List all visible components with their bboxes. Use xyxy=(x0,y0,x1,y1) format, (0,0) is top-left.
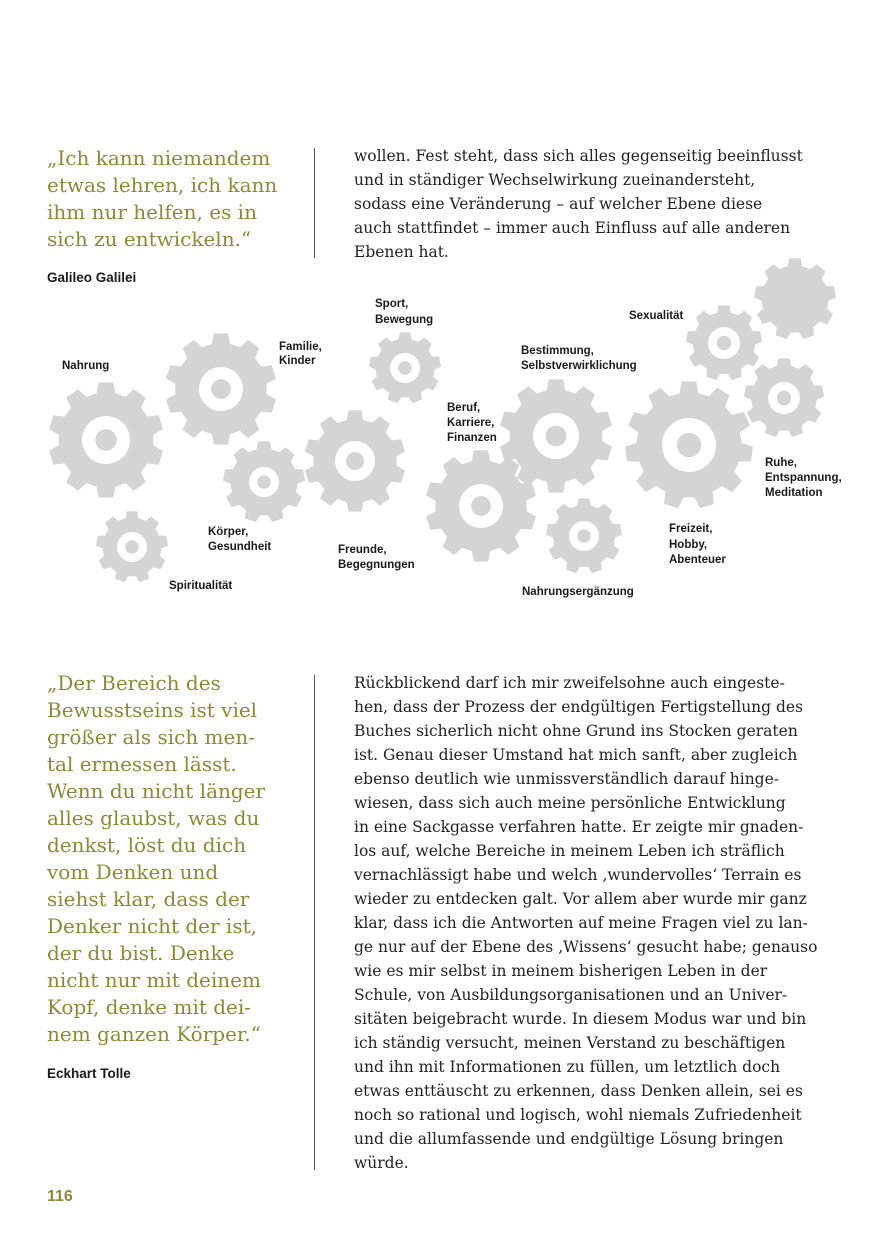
text-line: ich ständig versucht, meinen Verstand zu beschäftigen xyxy=(354,1034,786,1052)
quote-line: tal ermessen lässt. xyxy=(47,752,237,776)
gear-sexualitaet xyxy=(686,305,762,380)
text-line: sodass eine Veränderung – auf welcher Ebene diese xyxy=(354,195,763,213)
gear-familie xyxy=(166,333,276,444)
gear-hub xyxy=(257,475,271,489)
text-line: wiesen, dass sich auch meine persönliche Entwicklung xyxy=(354,794,786,812)
quote-galilei xyxy=(47,145,292,253)
quote-line: vom Denken und xyxy=(47,860,219,884)
gear-freizeit xyxy=(625,381,753,508)
text-line: Rückblickend darf ich mir zweifelsohne auch eingeste- xyxy=(354,674,785,692)
label-spiritualitaet: Spiritualität xyxy=(169,580,233,592)
label-beruf: Beruf, Karriere, Finanzen xyxy=(447,402,497,444)
quote-author-tolle: Eckhart Tolle xyxy=(47,1066,131,1081)
text-line: ge nur auf der Ebene des ‚Wissens‘ gesucht habe; genauso xyxy=(354,938,818,956)
text-line: würde. xyxy=(354,1154,409,1172)
text-line: ebenso deutlich wie unmissverständlich darauf hinge- xyxy=(354,770,780,788)
gear-beruf xyxy=(426,450,536,561)
gear-hub xyxy=(125,540,139,554)
quote-line: der du bist. Denke xyxy=(47,941,235,965)
gear-freunde xyxy=(305,410,405,511)
text-line: und in ständiger Wechselwirkung zueinandersteht, xyxy=(354,171,756,189)
gear-hub xyxy=(546,426,567,447)
life-areas-gear-diagram xyxy=(0,255,875,610)
gear-hub xyxy=(677,433,701,457)
quote-author-galilei: Galileo Galilei xyxy=(47,270,137,285)
gear-hub xyxy=(577,529,591,543)
label-sport: Sport, Bewegung xyxy=(375,298,434,326)
gear-hub xyxy=(471,496,491,516)
text-line: Buches sicherlich nicht ohne Grund ins Stocken geraten xyxy=(354,722,798,740)
gear-nahrung xyxy=(49,383,163,498)
quote-line: „Ich kann niemandem xyxy=(47,146,271,170)
quote-line: denkst, löst du dich xyxy=(47,833,247,857)
text-line: und die allumfassende und endgültige Lösung bringen xyxy=(354,1130,784,1148)
quote-line: siehst klar, dass der xyxy=(47,887,250,911)
gear-hub xyxy=(717,336,731,350)
text-line: in eine Sackgasse verfahren hatte. Er zeigte mir gnaden- xyxy=(354,818,804,836)
question-mark-icon: ? xyxy=(784,280,806,321)
gear-hub xyxy=(211,379,231,399)
quote-line: größer als sich men- xyxy=(47,725,255,749)
quote-line: „Der Bereich des xyxy=(47,671,221,695)
gear-spiritualitaet xyxy=(96,511,168,582)
label-sexualitaet: Sexualität xyxy=(629,310,684,322)
text-line: sitäten beigebracht wurde. In diesem Modus war und bin xyxy=(354,1010,807,1028)
label-nahrungsergaenzung: Nahrungsergänzung xyxy=(522,586,634,598)
text-line: hen, dass der Prozess der endgültigen Fertigstellung des xyxy=(354,698,804,716)
quote-line: alles glaubst, was du xyxy=(47,806,260,830)
gear-hub xyxy=(398,361,412,375)
quote-line: Bewusstseins ist viel xyxy=(47,698,258,722)
text-line: wieder zu entdecken galt. Vor allem aber wurde mir ganz xyxy=(354,890,807,908)
body-text-top xyxy=(354,144,824,264)
gear-hub xyxy=(346,452,364,470)
body-text-bottom xyxy=(354,671,824,1175)
quote-line: ihm nur helfen, es in xyxy=(47,200,257,224)
column-divider xyxy=(314,148,315,258)
text-line: und ihn mit Informationen zu füllen, um letztlich doch xyxy=(354,1058,781,1076)
gear-nahrungsergaenzung xyxy=(546,498,622,573)
quote-line: sich zu entwickeln.“ xyxy=(47,227,252,251)
text-line: ist. Genau dieser Umstand hat mich sanft, aber zugleich xyxy=(354,746,798,764)
quote-line: Denker nicht der ist, xyxy=(47,914,257,938)
text-line: vernachlässigt habe und welch ‚wundervolles‘ Terrain es xyxy=(354,866,802,884)
gear-sport xyxy=(369,332,441,403)
column-divider xyxy=(314,675,315,1170)
page-number: 116 xyxy=(47,1188,73,1205)
text-line: etwas enttäuscht zu erkennen, dass Denken allein, sei es xyxy=(354,1082,803,1100)
text-line: noch so rational und logisch, wohl niemals Zufriedenheit xyxy=(354,1106,802,1124)
text-line: auch stattfindet – immer auch Einfluss auf alle anderen xyxy=(354,219,791,237)
gear-bestimmung xyxy=(500,379,612,492)
text-line: los auf, welche Bereiche in meinem Leben ich sträflich xyxy=(354,842,785,860)
label-familie: Familie, Kinder xyxy=(279,341,322,367)
quote-line: etwas lehren, ich kann xyxy=(47,173,278,197)
text-line: Schule, von Ausbildungsorganisationen und an Univer- xyxy=(354,986,788,1004)
label-nahrung: Nahrung xyxy=(62,360,110,372)
label-koerper: Körper, Gesundheit xyxy=(208,526,272,553)
text-line: klar, dass ich die Antworten auf meine Fragen viel zu lan- xyxy=(354,914,808,932)
text-line: Ebenen hat. xyxy=(354,243,449,261)
quote-line: nicht nur mit deinem xyxy=(47,968,261,992)
gear-layer xyxy=(49,258,836,582)
quote-line: nem ganzen Körper.“ xyxy=(47,1022,261,1046)
quote-line: Kopf, denke mit dei- xyxy=(47,995,252,1019)
gear-koerper xyxy=(223,441,305,522)
gear-hub xyxy=(777,391,791,405)
label-freunde: Freunde, Begegnungen xyxy=(338,544,415,571)
gear-ruhe xyxy=(744,358,824,437)
quote-tolle xyxy=(47,670,292,1048)
text-line: wie es mir selbst in meinem bisherigen Leben in der xyxy=(354,962,768,980)
label-bestimmung: Bestimmung, Selbstverwirklichung xyxy=(521,345,637,372)
gear-hub xyxy=(95,429,117,451)
text-line: wollen. Fest steht, dass sich alles gegenseitig beeinflusst xyxy=(354,147,803,165)
label-freizeit: Freizeit, Hobby, Abenteuer xyxy=(669,523,726,566)
label-ruhe: Ruhe, Entspannung, Meditation xyxy=(765,457,842,499)
quote-line: Wenn du nicht länger xyxy=(47,779,266,803)
